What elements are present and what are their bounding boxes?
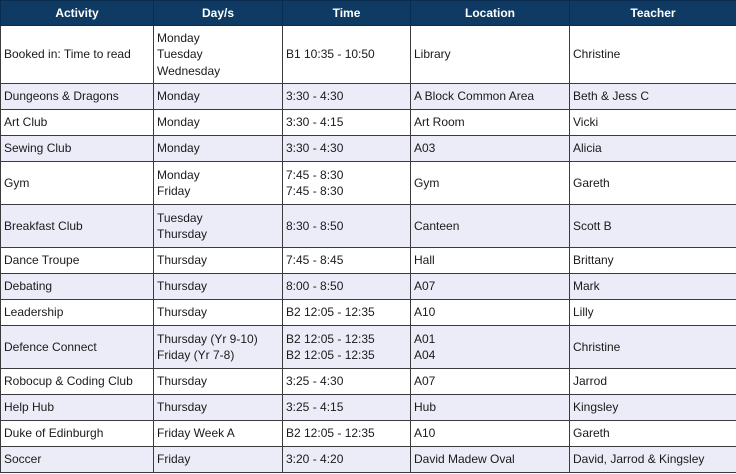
time-cell [283,162,411,205]
days-cell [154,248,283,274]
days-cell-line: Friday [157,452,191,467]
table-row [1,248,736,274]
time-cell-line: 3:20 - 4:20 [286,452,344,467]
table-row [1,26,736,84]
days-cell [154,274,283,300]
activity-cell: Booked in: Time to read [1,26,154,84]
time-cell-line: 7:45 - 8:30 [286,184,344,198]
days-cell-line: Thursday [157,279,208,294]
activity-cell: Leadership [1,300,154,326]
activity-cell: Help Hub [1,395,154,421]
location-cell-line: A10 [414,305,436,320]
header-location: Location [411,1,570,26]
location-cell [411,110,570,136]
teacher-cell: Alicia [570,136,736,162]
location-cell-line: A01 [414,331,436,346]
location-cell [411,136,570,162]
teacher-cell: Mark [570,274,736,300]
location-cell-line: A Block Common Area [414,89,535,104]
time-cell-line: 3:25 - 4:30 [286,374,344,389]
days-cell-line: Wednesday [157,63,221,78]
table-row [1,84,736,110]
teacher-cell: Brittany [570,248,736,274]
location-cell-line: David Madew Oval [414,452,515,467]
time-cell-line: 8:30 - 8:50 [286,218,344,233]
teacher-cell: Scott B [570,205,736,248]
table-row [1,300,736,326]
activity-cell: Defence Connect [1,326,154,369]
location-cell-line: A03 [414,141,436,156]
table-row [1,110,736,136]
teacher-cell: Christine [570,26,736,84]
time-cell-line: 7:45 - 8:45 [286,253,344,268]
time-cell [283,395,411,421]
days-cell-line: Monday [157,167,200,182]
time-cell-line: B2 12:05 - 12:35 [286,331,375,346]
teacher-cell: Beth & Jess C [570,84,736,110]
location-cell [411,447,570,473]
location-cell [411,248,570,274]
header-activity: Activity [1,1,154,26]
time-cell-line: B2 12:05 - 12:35 [286,305,375,320]
days-cell-line: Thursday (Yr 9-10) [157,331,258,346]
location-cell [411,326,570,369]
table-row [1,274,736,300]
days-cell-line: Monday [157,30,200,45]
table-row [1,395,736,421]
days-cell-line: Thursday [157,253,208,268]
days-cell [154,84,283,110]
time-cell-line: 3:25 - 4:15 [286,400,344,415]
table-row [1,447,736,473]
days-cell [154,369,283,395]
time-cell [283,326,411,369]
teacher-cell: Jarrod [570,369,736,395]
days-cell [154,136,283,162]
teacher-cell: David, Jarrod & Kingsley [570,447,736,473]
activity-cell: Dance Troupe [1,248,154,274]
days-cell-line: Monday [157,141,200,156]
time-cell [283,421,411,447]
days-cell [154,300,283,326]
days-cell-line: Friday (Yr 7-8) [157,348,235,362]
header-time: Time [283,1,411,26]
location-cell [411,274,570,300]
activity-cell: Sewing Club [1,136,154,162]
location-cell [411,421,570,447]
time-cell [283,84,411,110]
location-cell-line: Art Room [414,115,465,130]
location-cell [411,395,570,421]
time-cell [283,205,411,248]
location-cell-line: Hall [414,253,435,268]
days-cell [154,162,283,205]
header-days: Day/s [154,1,283,26]
table-row [1,326,736,369]
time-cell [283,136,411,162]
time-cell-line: 8:00 - 8:50 [286,279,344,294]
days-cell-line: Friday [157,184,191,198]
teacher-cell: Christine [570,326,736,369]
table-row [1,162,736,205]
location-cell-line: Gym [414,175,440,190]
location-cell-line: Library [414,47,451,62]
days-cell-line: Thursday [157,305,208,320]
activity-cell: Soccer [1,447,154,473]
days-cell-line: Friday Week A [157,426,235,441]
location-cell [411,26,570,84]
activity-cell: Debating [1,274,154,300]
days-cell-line: Tuesday [157,47,203,62]
teacher-cell: Vicki [570,110,736,136]
location-cell [411,162,570,205]
time-cell [283,447,411,473]
time-cell-line: 3:30 - 4:15 [286,115,344,130]
days-cell-line: Monday [157,115,200,130]
location-cell-line: A04 [414,348,436,362]
location-cell [411,205,570,248]
time-cell-line: B2 12:05 - 12:35 [286,348,375,362]
days-cell [154,326,283,369]
location-cell [411,369,570,395]
days-cell-line: Monday [157,89,200,104]
location-cell-line: Hub [414,400,437,415]
header-teacher: Teacher [570,1,736,26]
activity-cell: Duke of Edinburgh [1,421,154,447]
teacher-cell: Lilly [570,300,736,326]
activity-cell: Breakfast Club [1,205,154,248]
time-cell [283,248,411,274]
activity-cell: Art Club [1,110,154,136]
table-row [1,205,736,248]
location-cell-line: Canteen [414,218,460,233]
time-cell [283,274,411,300]
days-cell [154,447,283,473]
location-cell-line: A07 [414,374,436,389]
days-cell-line: Thursday [157,400,208,415]
days-cell [154,205,283,248]
days-cell [154,421,283,447]
location-cell-line: A10 [414,426,436,441]
days-cell [154,395,283,421]
table-row [1,136,736,162]
activity-cell: Dungeons & Dragons [1,84,154,110]
time-cell-line: B2 12:05 - 12:35 [286,426,375,441]
table-row [1,421,736,447]
time-cell [283,369,411,395]
time-cell-line: 3:30 - 4:30 [286,141,344,156]
teacher-cell: Gareth [570,421,736,447]
days-cell-line: Tuesday [157,210,203,225]
table-row [1,369,736,395]
time-cell [283,26,411,84]
time-cell-line: 3:30 - 4:30 [286,89,344,104]
teacher-cell: Gareth [570,162,736,205]
schedule-body [1,26,736,473]
location-cell-line: A07 [414,279,436,294]
time-cell-line: B1 10:35 - 10:50 [286,47,375,62]
days-cell [154,26,283,84]
days-cell [154,110,283,136]
time-cell [283,110,411,136]
location-cell [411,300,570,326]
time-cell-line: 7:45 - 8:30 [286,167,344,182]
location-cell [411,84,570,110]
activity-cell: Gym [1,162,154,205]
days-cell-line: Thursday [157,374,208,389]
header-row [1,1,736,26]
teacher-cell: Kingsley [570,395,736,421]
days-cell-line: Thursday [157,227,208,241]
activity-cell: Robocup & Coding Club [1,369,154,395]
time-cell [283,300,411,326]
